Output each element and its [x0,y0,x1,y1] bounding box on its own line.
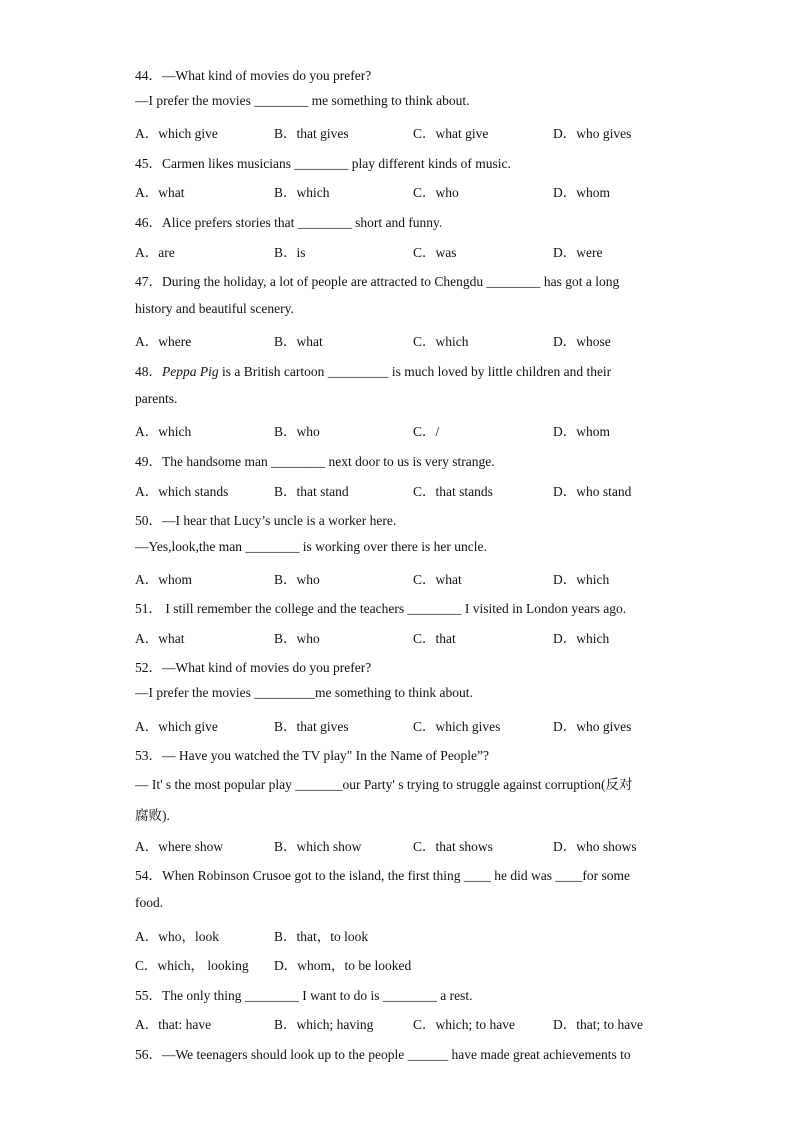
option-51-c: C．that [413,631,456,646]
option-55-d: D．that; to have [553,1017,643,1032]
question-48-stem [135,360,611,380]
option-52-c: C．which gives [413,719,501,734]
option-44-d: D．who gives [553,126,632,141]
option-55-b: B．which; having [274,1017,374,1032]
option-46-a: A．are [135,245,175,260]
option-50-b: B．who [274,572,320,587]
option-48-b: B．who [274,424,320,439]
option-50-a: A．whom [135,572,192,587]
option-53-b: B．which show [274,839,362,854]
option-54-b: B．that，to look [274,929,369,944]
option-54-a: A．who，look [135,929,219,944]
question-51-stem: 51． I still remember the college and the teachers ________ I visited in London years ago. [135,601,627,616]
option-54-d: D．whom，to be looked [274,958,412,973]
question-48-line2: parents. [135,391,178,406]
option-52-a: A．which give [135,719,218,734]
option-45-c: C．who [413,185,459,200]
option-49-b: B．that stand [274,484,349,499]
question-54-stem: 54．When Robinson Crusoe got to the island, the first thing ____ he did was ____for some [135,868,630,883]
question-47-line2: history and beautiful scenery. [135,301,294,316]
question-56-stem: 56．—We teenagers should look up to the people ______ have made great achievements to [135,1047,631,1062]
option-44-c: C．what give [413,126,489,141]
option-46-d: D．were [553,245,603,260]
option-49-a: A．which stands [135,484,229,499]
question-53-line3: 腐败). [135,808,170,823]
option-47-c: C．which [413,334,469,349]
option-53-c: C．that shows [413,839,493,854]
option-48-d: D．whom [553,424,610,439]
question-44-stem: 44．—What kind of movies do you prefer? [135,68,372,83]
option-45-b: B．which [274,185,330,200]
option-46-b: B．is [274,245,306,260]
option-51-b: B．who [274,631,320,646]
option-44-a: A．which give [135,126,218,141]
option-45-a: A．what [135,185,185,200]
option-49-c: C．that stands [413,484,493,499]
option-48-a: A．which [135,424,192,439]
option-48-c: C．/ [413,424,440,439]
option-47-b: B．what [274,334,323,349]
option-45-d: D．whom [553,185,610,200]
question-53-line2: — It' s the most popular play _______our Party' s trying to struggle against corruption(反对 [135,777,633,792]
option-44-b: B．that gives [274,126,349,141]
question-53-stem: 53．— Have you watched the TV play" In the Name of People”? [135,748,490,763]
question-52-line2: —I prefer the movies _________me something to think about. [135,685,473,700]
option-47-d: D．whose [553,334,611,349]
question-49-stem: 49．The handsome man ________ next door to us is very strange. [135,454,495,469]
option-50-c: C．what [413,572,462,587]
question-50-stem: 50．—I hear that Lucy’s uncle is a worker here. [135,513,397,528]
option-52-d: D．who gives [553,719,632,734]
question-52-stem: 52．—What kind of movies do you prefer? [135,660,372,675]
option-54-c: C．which， looking [135,958,249,973]
option-51-d: D．which [553,631,610,646]
question-48-number: 48． [135,364,162,379]
question-48-title: Peppa Pig [162,364,219,379]
option-50-d: D．which [553,572,610,587]
option-46-c: C．was [413,245,457,260]
option-53-a: A．where show [135,839,224,854]
question-47-stem: 47．During the holiday, a lot of people are attracted to Chengdu ________ has got a long [135,274,620,289]
option-47-a: A．where [135,334,192,349]
question-50-line2: —Yes,look,the man ________ is working over there is her uncle. [135,539,487,554]
option-53-d: D．who shows [553,839,637,854]
question-55-stem: 55．The only thing ________ I want to do is ________ a rest. [135,988,473,1003]
option-52-b: B．that gives [274,719,349,734]
option-49-d: D．who stand [553,484,632,499]
question-54-line2: food. [135,895,164,910]
option-51-a: A．what [135,631,185,646]
option-55-a: A．that: have [135,1017,212,1032]
question-46-stem: 46．Alice prefers stories that ________ short and funny. [135,215,443,230]
question-44-line2: —I prefer the movies ________ me something to think about. [135,93,470,108]
question-45-stem: 45．Carmen likes musicians ________ play different kinds of music. [135,156,511,171]
option-55-c: C．which; to have [413,1017,515,1032]
question-48-stem-rest: is a British cartoon _________ is much loved by little children and their [218,364,612,379]
